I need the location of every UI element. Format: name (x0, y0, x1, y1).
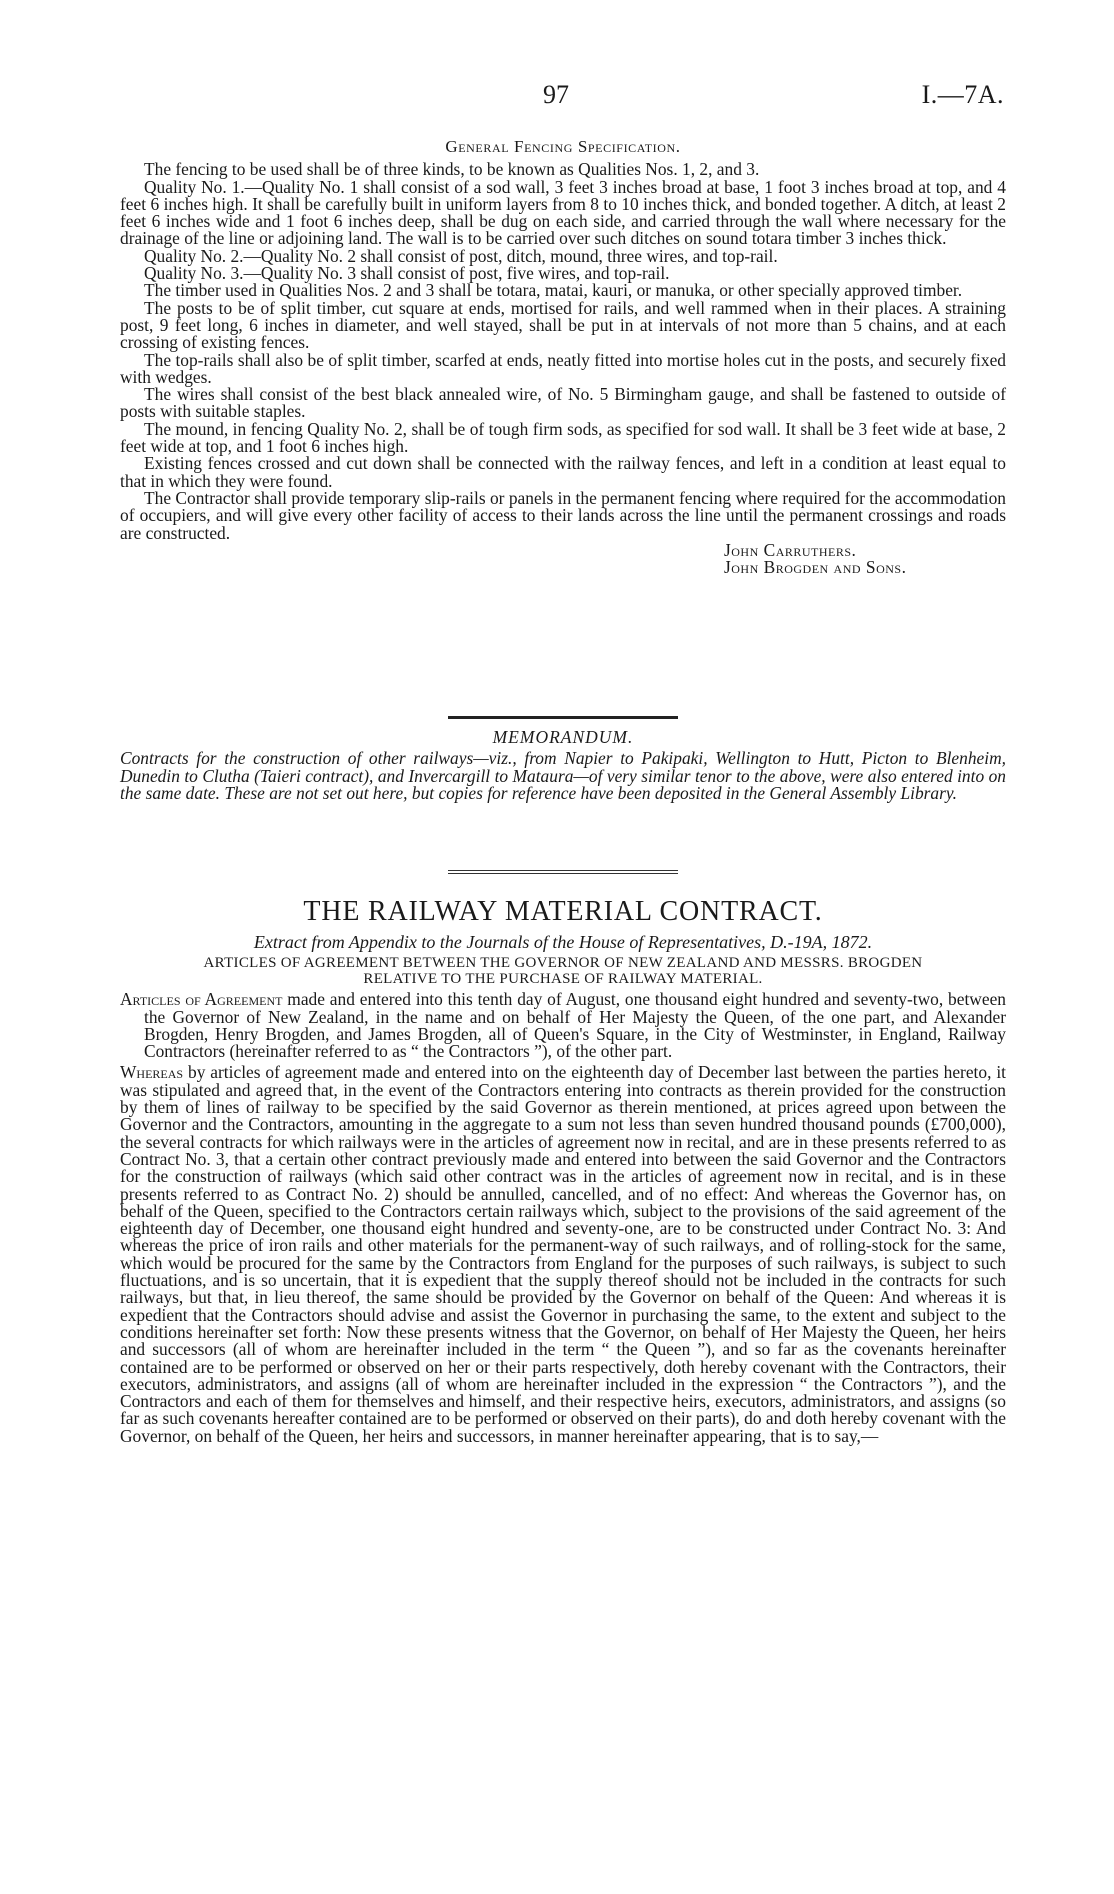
fencing-paragraph: Quality No. 3.—Quality No. 3 shall consist of post, five wires, and top-rail. (144, 263, 670, 284)
whereas-text: by articles of agreement made and entered into on the eighteenth day of December last between the parties hereto, it was stipulated and agreed that, in the event of the Contractors entering into contracts as therein provided for the construction by them of lines of railway to be specified by the said Governor as therein mentioned, at prices agreed upon between the Governor and the Contractors, amounting in the aggregate to a sum not less than seven hundred thousand pounds (£700,000), the several contracts for which railways were in the articles of agreement now in recital, and are in these presents referred to as Contract No. 3, that a certain other contract previously made and entered into between the said Governor and the Contractors for the construction of railways (which said other contract was in the articles of agreement now in recital, and is in these presents referred to as Contract No. 2) should be annulled, cancelled, and of no effect: And whereas the Governor has, on behalf of the Queen, specified to the Contractors certain railways which, subject to the provisions of the said agreement of the eighteenth day of December, one thousand eight hundred and seventy-one, are to be constructed under Contract No. 3: And whereas the price of iron rails and other materials for the permanent-way of such railways, and of rolling-stock for the same, which would be procured for the same by the Contractors from England for the purposes of such railways, is subject to such fluctuations, and is so uncertain, that it is expedient that the supply thereof should not be included in the contracts for such railways, but that, in lieu thereof, the same should be provided by the Governor on behalf of the Queen: And whereas it is expedient that the Contractors should advise and assist the Governor in purchasing the same, to the extent and subject to the conditions hereinafter set forth: Now these presents witness that the Governor, on behalf of Her Majesty the Queen, her heirs and successors (all of whom are hereinafter included in the term “ the Queen ”), and so far as the covenants hereinafter contained are to be performed or observed on her or their parts respectively, doth hereby covenant with the Contractors, their executors, administrators, and assigns (all of whom are hereinafter included in the expression “ the Contractors ”), and the Contractors and each of them for themselves and himself, and their respective heirs, executors, administrators, and assigns (so far as such covenants hereafter contained are to be performed or observed on their parts), do and doth hereby covenant with the Governor, on behalf of the Queen, her heirs and successors, in manner hereinafter appearing, that is to say,— (120, 1062, 1006, 1446)
railway-contract-section (120, 870, 1006, 1445)
fencing-specification-section (120, 138, 1006, 576)
fencing-paragraph: Existing fences crossed and cut down shall be connected with the railway fences, and left in a condition at least equal to that in which they were found. (120, 453, 1006, 491)
fencing-paragraph: Quality No. 1.—Quality No. 1 shall consist of a sod wall, 3 feet 3 inches broad at base, 1 foot 3 inches broad at top, and 4 feet 6 inches high. It shall be carefully built in uniform layers from 8 to 10 inches thick, and bonded together. A ditch, at least 2 feet 6 inches wide and 1 foot 6 inches deep, shall be dug on each side, and carried through the wall where necessary for the drainage of the line or adjoining land. The wall is to be carried over such ditches on sound totara timber 3 inches thick. (120, 176, 1006, 249)
document-reference: I.—7A. (921, 80, 1004, 109)
articles-heading (120, 955, 1006, 987)
articles-paragraph (120, 991, 1006, 1060)
articles-lead: Articles of Agreement (120, 989, 283, 1010)
signatory-carruthers: John Carruthers. (724, 539, 857, 560)
fencing-paragraph: The timber used in Qualities Nos. 2 and 3 shall be totara, matai, kauri, or manuka, or other specially approved timber. (144, 280, 963, 301)
whereas-paragraph (120, 1064, 1006, 1445)
articles-heading-line: ARTICLES OF AGREEMENT BETWEEN THE GOVERNOR OF NEW ZEALAND AND MESSRS. BROGDEN (203, 955, 923, 972)
signatory-brogden: John Brogden and Sons. (724, 557, 907, 578)
fencing-paragraph: The posts to be of split timber, cut square at ends, mortised for rails, and well rammed when in their places. A straining post, 9 feet long, 6 inches in diameter, and well stayed, shall be put in at intervals of not more than 5 chains, and at each crossing of existing fences. (120, 297, 1006, 353)
fencing-paragraph: The Contractor shall provide temporary slip-rails or panels in the permanent fencing where required for the accommodation of occupiers, and will give every other facility of access to their lands across the line until the permanent crossings and roads are constructed. (120, 487, 1006, 543)
extract-line: Extract from Appendix to the Journals of the House of Representatives, D.-19A, 1872. (253, 932, 873, 952)
fencing-paragraph: Quality No. 2.—Quality No. 2 shall consist of post, ditch, mound, three wires, and top-rail. (144, 245, 778, 266)
divider-double-rule (448, 870, 678, 874)
fencing-paragraph: The fencing to be used shall be of three kinds, to be known as Qualities Nos. 1, 2, and 3. (144, 159, 760, 180)
fencing-paragraph: The top-rails shall also be of split timber, scarfed at ends, neatly fitted into mortise holes cut in the posts, and securely fixed with wedges. (120, 349, 1006, 387)
contract-title: THE RAILWAY MATERIAL CONTRACT. (303, 896, 823, 927)
fencing-paragraph: The mound, in fencing Quality No. 2, shall be of tough firm sods, as specified for sod wall. It shall be 3 feet wide at base, 2 feet wide at top, and 1 foot 6 inches high. (120, 418, 1006, 457)
page-number: 97 (543, 80, 569, 109)
divider-rule (448, 716, 678, 719)
whereas-lead: Whereas (120, 1062, 184, 1083)
memorandum-section (120, 716, 1006, 802)
articles-heading-line: RELATIVE TO THE PURCHASE OF RAILWAY MATERIAL. (363, 971, 763, 988)
articles-text: made and entered into this tenth day of August, one thousand eight hundred and seventy-two, between the Governor of New Zealand, in the name and on behalf of Her Majesty the Queen, of the one part, and Alexander Brogden, Henry Brogden, and James Brogden, all of Queen's Square, in the City of Westminster, in England, Railway Contractors (hereinafter referred to as “ the Contractors ”), of the other part. (144, 989, 1006, 1062)
fencing-paragraph: The wires shall consist of the best black annealed wire, of No. 5 Birmingham gauge, and shall be fastened to outside of posts with suitable staples. (120, 384, 1006, 422)
memorandum-text: Contracts for the construction of other railways—viz., from Napier to Pakipaki, Wellington to Hutt, Picton to Blenheim, Dunedin to Clutha (Taieri contract), and Invercargill to Mataura—of very similar tenor to the above, were also entered into on the same date. These are not set out here, but copies for reference have been deposited in the General Assembly Library. (120, 748, 1006, 803)
memorandum-title: MEMORANDUM. (492, 727, 634, 747)
fencing-heading: General Fencing Specification. (445, 137, 681, 156)
